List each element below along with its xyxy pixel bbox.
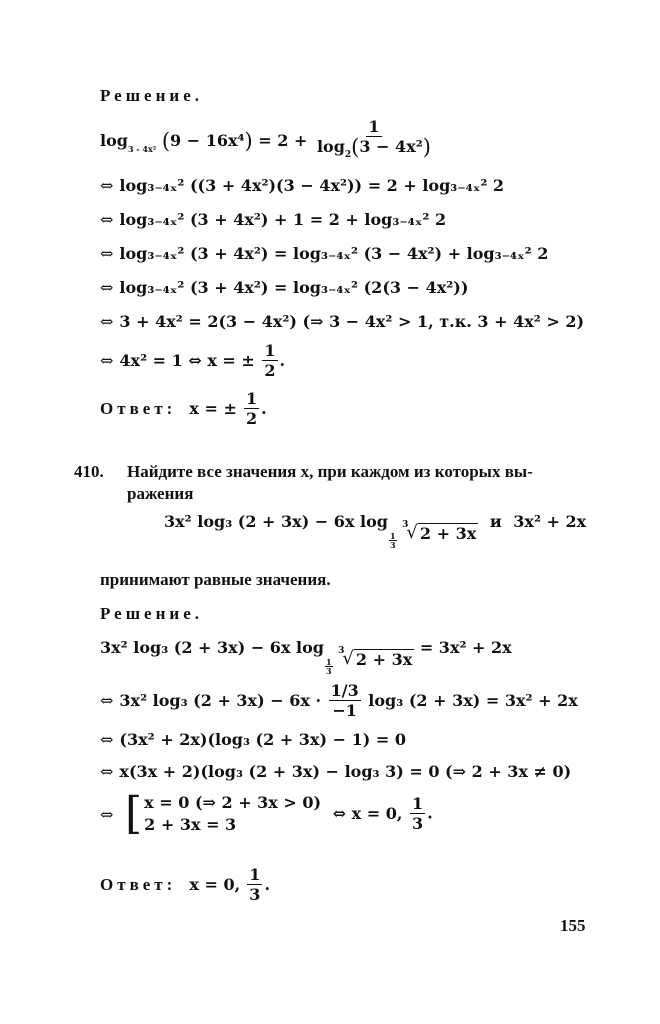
system-row-2: 2 + 3x = 3 [144, 815, 237, 834]
problem-expression: 3x² log₃ (2 + 3x) − 6x log $\frac{1}{3}$ 3 √ 2 + 3x и 3x² + 2x [164, 512, 587, 550]
solution1-line3: ⇔ log₃₋₄ₓ² (3 + 4x²) + 1 = 2 + log₃₋₄ₓ² 2 [100, 210, 447, 229]
solution1-line4: ⇔ log₃₋₄ₓ² (3 + 4x²) = log₃₋₄ₓ² (3 − 4x²) + log₃₋₄ₓ² 2 [100, 244, 549, 263]
system-row-1: x = 0 (⇒ 2 + 3x > 0) [144, 793, 322, 812]
solution1-line2: ⇔ log₃₋₄ₓ² ((3 + 4x²)(3 − 4x²)) = 2 + log₃₋₄ₓ² 2 [100, 176, 505, 195]
solution2-line1: 3x² log₃ (2 + 3x) − 6x log $\frac{1}{3}$ 3 √ 2 + 3x = 3x² + 2x [100, 638, 512, 676]
solution1-heading: Решение. [100, 86, 203, 105]
solution2-system: ⇔ [ x = 0 (⇒ 2 + 3x > 0) 2 + 3x = 3 ⇔ x = 0, $\frac{1}{3}$ . [100, 788, 433, 839]
solution2-line3: ⇔ (3x² + 2x)(log₃ (2 + 3x) − 1) = 0 [100, 730, 406, 749]
solution1-line5: ⇔ log₃₋₄ₓ² (3 + 4x²) = log₃₋₄ₓ² (2(3 − 4x²)) [100, 278, 469, 297]
solution2-heading: Решение. [100, 604, 203, 623]
problem-number: 410. [74, 462, 104, 481]
problem-text-line2: ражения [127, 484, 194, 503]
page-number: 155 [560, 916, 586, 935]
solution1-line6: ⇔ 3 + 4x² = 2(3 − 4x²) (⇒ 3 − 4x² > 1, т.к. 3 + 4x² > 2) [100, 312, 585, 331]
solution1-line7: ⇔ 4x² = 1 ⇔ x = ± $\frac{1}{2}$ . [100, 341, 286, 380]
problem-text-line1: Найдите все значения x, при каждом из которых вы- [127, 462, 533, 481]
solution2-line2: ⇔ 3x² log₃ (2 + 3x) − 6x · $\frac{1/3}{-1}$ log₃ (2 + 3x) = 3x² + 2x [100, 681, 578, 720]
problem-text-line3: принимают равные значения. [100, 570, 331, 589]
solution2-answer: Ответ: x = 0, $\frac{1}{3}$ . [100, 865, 271, 904]
solution1-answer: Ответ: x = ± $\frac{1}{2}$ . [100, 389, 267, 428]
solution1-line1: $\log_{3 - 4x^2} (9 - 16x^4) = 2$ + $\frac{1}{\log_2(3 - 4x^2)}$ [100, 117, 431, 160]
solution2-line4: ⇔ x(3x + 2)(log₃ (2 + 3x) − log₃ 3) = 0 (⇒ 2 + 3x ≠ 0) [100, 762, 572, 781]
